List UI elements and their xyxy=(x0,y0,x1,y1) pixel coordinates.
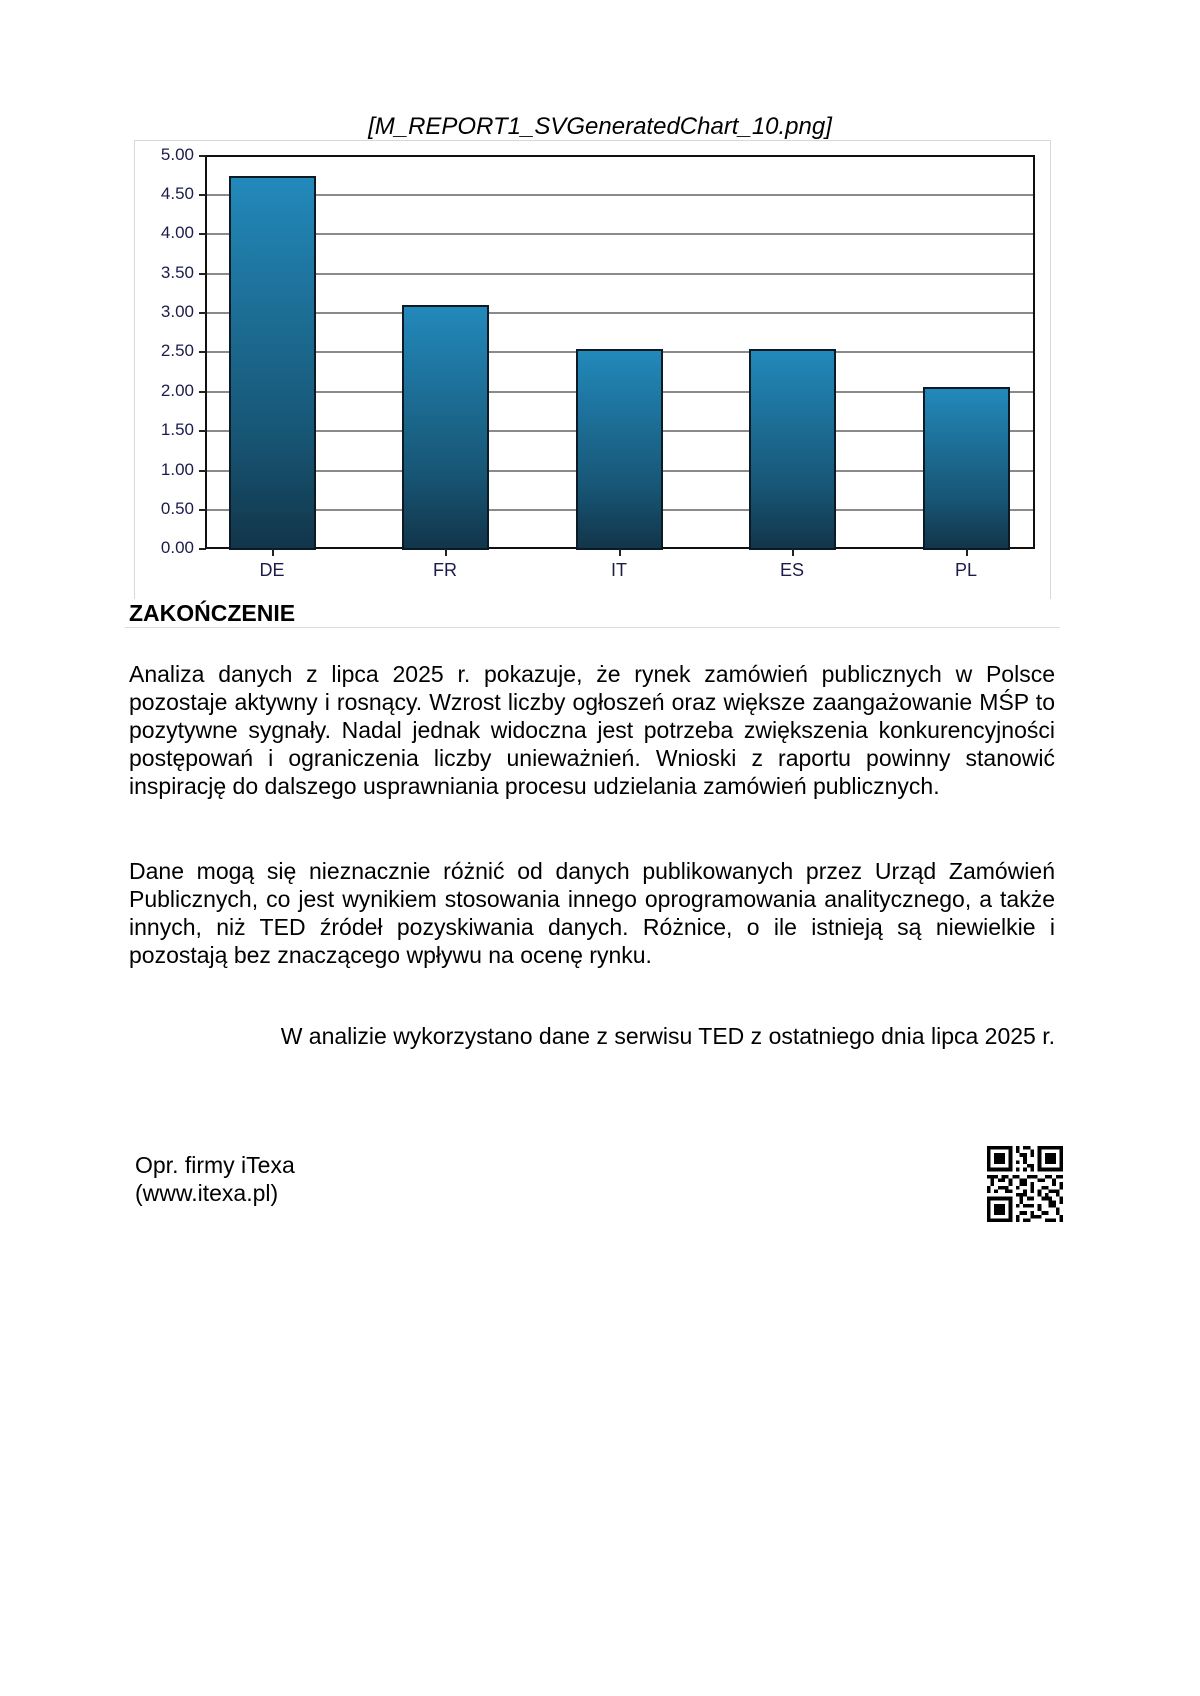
y-tick xyxy=(199,233,206,235)
y-tick xyxy=(199,351,206,353)
footer-credit xyxy=(135,1151,295,1207)
x-tick-label: FR xyxy=(433,560,457,580)
x-tick xyxy=(966,549,968,556)
x-tick-label: ES xyxy=(779,560,804,580)
x-tick xyxy=(619,549,621,556)
y-tick-label: 1.50 xyxy=(160,420,194,439)
y-tick-label: 3.50 xyxy=(160,263,194,282)
bar-de xyxy=(229,176,316,550)
y-tick-label: 4.50 xyxy=(160,184,194,203)
y-tick xyxy=(199,509,206,511)
bar-es xyxy=(749,349,836,550)
heading-divider xyxy=(125,627,1060,628)
x-tick xyxy=(272,549,274,556)
y-tick-label: 4.00 xyxy=(160,223,194,242)
y-tick xyxy=(199,312,206,314)
y-tick-label: 2.00 xyxy=(160,381,194,400)
conclusion-paragraph xyxy=(129,660,1055,800)
x-tick-label: PL xyxy=(954,560,978,580)
source-note: W analizie wykorzystano dane z serwisu TED z ostatniego dnia lipca 2025 r. xyxy=(280,1023,1055,1049)
y-tick xyxy=(199,470,206,472)
y-tick-label: 2.50 xyxy=(160,341,194,360)
section-heading: ZAKOŃCZENIE xyxy=(129,600,296,626)
x-tick xyxy=(445,549,447,556)
paragraph-text: Dane mogą się nieznacznie różnić od danych publikowanych przez Urząd Zamówień Publicznych, co jest wynikiem stosowania innego oprogramowania analitycznego, a także innych, niż TED źródeł pozyskiwania danych. Różnice, o ile istnieją są niewielkie i pozostają bez znaczącego wpływu na ocenę rynku. xyxy=(129,858,1055,968)
y-tick xyxy=(199,273,206,275)
y-tick-label: 0.00 xyxy=(160,538,194,557)
qr-code-icon xyxy=(987,1146,1063,1222)
y-tick xyxy=(199,548,206,550)
bar-it xyxy=(576,349,663,550)
y-tick xyxy=(199,194,206,196)
bar-pl xyxy=(923,387,1010,550)
y-tick xyxy=(199,155,206,157)
paragraph-text: Analiza danych z lipca 2025 r. pokazuje, że rynek zamówień publicznych w Polsce pozostaje aktywny i rosnący. Wzrost liczby ogłoszeń oraz większe zaangażowanie MŚP to pozytywne sygnały. Nadal jednak widoczna jest potrzeba zwiększenia konkurencyjności postępowań i ograniczenia liczby unieważnień. Wnioski z raportu powinny stanowić inspirację do dalszego usprawniania procesu udzielania zamówień publicznych. xyxy=(129,661,1055,799)
chart-caption: [M_REPORT1_SVGeneratedChart_10.png] xyxy=(368,113,832,140)
bar-fr xyxy=(402,305,489,550)
x-tick xyxy=(792,549,794,556)
x-tick-label: DE xyxy=(259,560,285,580)
y-tick-label: 3.00 xyxy=(160,302,194,321)
y-tick-label: 5.00 xyxy=(160,145,194,164)
y-tick-label: 1.00 xyxy=(160,460,194,479)
y-tick xyxy=(199,391,206,393)
disclaimer-paragraph xyxy=(129,857,1055,969)
x-tick-label: IT xyxy=(611,560,627,580)
author-line: Opr. firmy iTexa xyxy=(135,1152,295,1178)
website-line: (www.itexa.pl) xyxy=(135,1180,279,1206)
y-tick xyxy=(199,430,206,432)
y-tick-label: 0.50 xyxy=(160,499,194,518)
